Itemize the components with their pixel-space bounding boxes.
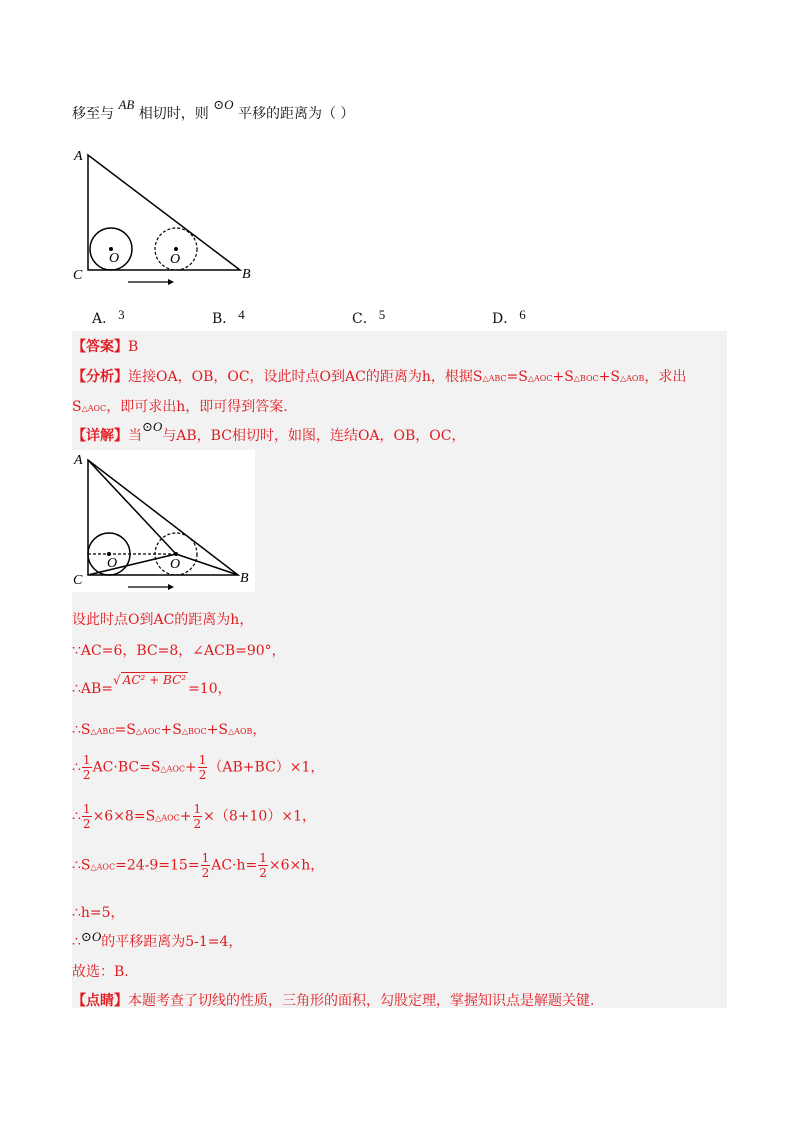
frac-num: 1	[82, 753, 91, 767]
frac-den-4: 2	[193, 817, 202, 831]
triangle-figure-2	[70, 450, 255, 592]
option-d-value: 6	[519, 307, 526, 322]
question-mid: 相切时，则	[138, 106, 209, 122]
frac-den: 2	[82, 768, 91, 782]
label-b: B	[242, 267, 251, 282]
answer-line	[72, 336, 138, 356]
question-prefix: 移至与	[72, 106, 114, 122]
detail-circle-o: ⊙O	[142, 419, 163, 434]
step-4-sub-aoc: △AOC	[135, 727, 161, 736]
step-5-post: （AB+BC）×1，	[208, 759, 325, 776]
half-fraction-3	[82, 802, 92, 831]
sub-abc: △ABC	[482, 374, 507, 383]
comment-text: 本题考查了切线的性质，三角形的面积，勾股定理，掌握知识点是解题关键.	[128, 993, 595, 1009]
frac-num-6: 1	[259, 851, 267, 865]
frac-den-3: 2	[82, 817, 91, 831]
step-7-pre: ∴S	[72, 857, 91, 874]
step-4-eq: =S	[114, 722, 136, 738]
label-c: C	[73, 268, 83, 283]
answer-text: B	[128, 339, 139, 355]
sub-aoc: △AOC	[527, 374, 553, 383]
step-9-pre: ∴	[72, 934, 81, 950]
half-fraction-6	[258, 851, 268, 880]
frac-num-4: 1	[193, 802, 202, 816]
question-line	[72, 97, 355, 123]
frac-num-2: 1	[198, 753, 207, 767]
label-c-2: C	[73, 573, 83, 588]
label-o2: O	[170, 252, 181, 267]
label-b-2: B	[240, 571, 249, 586]
sub-aoc-2: △AOC	[81, 404, 107, 413]
step-6: ∴ $\frac{1}{2}$ ×6×8=S△AOC+ $\frac{1}{2}$ ×（8+10）×1，	[72, 802, 316, 831]
center-dot-translated	[174, 247, 178, 251]
step-6-mid: ×6×8=S	[92, 808, 156, 825]
step-7	[72, 851, 324, 880]
step-4-pre: ∴S	[72, 722, 91, 738]
option-c-letter: C．	[352, 311, 377, 327]
option-d	[492, 308, 526, 328]
step-7-sub-aoc: △AOC	[90, 862, 116, 872]
step-3-pre: ∴AB=	[72, 681, 114, 697]
sqrt-radicand: AC² + BC²	[122, 673, 187, 687]
analysis-text-2: ，即可求出h，即可得到答案.	[106, 399, 288, 415]
circle-o-label: ⊙O	[213, 97, 234, 112]
option-b-value: 4	[238, 307, 245, 322]
frac-den-2: 2	[198, 768, 207, 782]
step-9	[72, 931, 242, 951]
analysis-text-1: 连接OA，OB，OC，设此时点O到AC的距离为h，根据S	[128, 369, 483, 385]
option-c	[352, 308, 385, 328]
frac-num-3: 1	[82, 802, 91, 816]
step-4-sub-abc: △ABC	[90, 727, 115, 736]
step-3	[72, 673, 232, 698]
option-a-letter: A．	[92, 311, 117, 327]
step-4-plus-2: +S	[206, 722, 229, 738]
analysis-line-2: S△AOC，即可求出h，即可得到答案.	[72, 399, 288, 415]
analysis-tag: 【分析】	[72, 369, 128, 385]
sqrt-expr: √ AC² + BC²	[113, 673, 187, 687]
half-fraction-5	[201, 851, 211, 880]
analysis-tail: ，求出	[644, 369, 687, 385]
step-1: 设此时点O到AC的距离为h，	[72, 612, 254, 628]
step-3-post: =10，	[188, 681, 232, 697]
option-a-value: 3	[118, 307, 125, 322]
analysis-eq: =S	[506, 369, 528, 385]
step-9-circle-o: ⊙O	[80, 929, 102, 944]
half-fraction-2	[198, 753, 208, 782]
step-5-mid: AC·BC=S	[92, 759, 161, 776]
comment-line	[72, 990, 594, 1010]
label-a-2: A	[74, 453, 83, 468]
detail-line	[72, 419, 466, 445]
option-b	[212, 308, 245, 328]
label-o2-2: O	[170, 557, 181, 572]
analysis-plus-2: +S	[598, 369, 620, 385]
half-fraction	[82, 753, 92, 782]
analysis-plus-1: +S	[552, 369, 574, 385]
answer-tag: 【答案】	[72, 339, 128, 355]
step-10: 故选：B.	[72, 964, 129, 980]
sub-boc: △BOC	[573, 374, 599, 383]
frac-num-5: 1	[201, 851, 210, 865]
step-2: ∵AC=6，BC=8，∠ACB=90°，	[72, 643, 286, 659]
step-4-plus-1: +S	[160, 722, 182, 738]
step-4-sub-boc: △BOC	[181, 727, 207, 736]
sub-aob: △AOB	[619, 374, 645, 383]
arrow-head	[168, 279, 174, 285]
step-7-mid2: AC·h=	[211, 857, 258, 874]
step-7-post: ×6×h，	[268, 857, 325, 874]
step-5: ∴ $\frac{1}{2}$ AC·BC=S△AOC+ $\frac{1}{2}$ （AB+BC）×1，	[72, 753, 325, 782]
step-8: ∴h=5，	[72, 905, 125, 921]
option-d-letter: D．	[492, 311, 518, 327]
comment-tag: 【点睛】	[72, 993, 128, 1009]
step-4-sub-aob: △AOB	[228, 727, 253, 736]
option-b-letter: B．	[212, 311, 237, 327]
frac-den-5: 2	[201, 866, 210, 880]
analysis-line-1	[72, 366, 686, 386]
label-o1: O	[109, 251, 120, 266]
step-5-sub-aoc: △AOC	[160, 764, 186, 774]
triangle-figure-1	[70, 145, 260, 287]
half-fraction-4	[193, 802, 203, 831]
step-6-sub-aoc: △AOC	[155, 813, 180, 823]
detail-text: 与AB，BC相切时，如图，连结OA，OB，OC，	[162, 428, 466, 444]
label-o1-2: O	[107, 556, 118, 571]
step-5-pre: ∴	[72, 759, 81, 776]
step-6-post: ×（8+10）×1，	[203, 808, 316, 825]
label-a: A	[74, 149, 83, 164]
option-c-value: 5	[378, 307, 386, 322]
question-suffix: 平移的距离为（ ）	[237, 106, 355, 122]
ab-label: AB	[118, 97, 135, 112]
detail-pre: 当	[128, 428, 142, 444]
option-a	[92, 308, 125, 328]
frac-den-6: 2	[259, 866, 267, 880]
step-7-mid: =24-9=15=	[115, 857, 200, 874]
detail-tag: 【详解】	[72, 428, 128, 444]
step-4: ∴S△ABC=S△AOC+S△BOC+S△AOB，	[72, 722, 267, 738]
step-6-pre: ∴	[72, 808, 81, 825]
step-9-post: 的平移距离为5-1=4，	[101, 934, 243, 950]
